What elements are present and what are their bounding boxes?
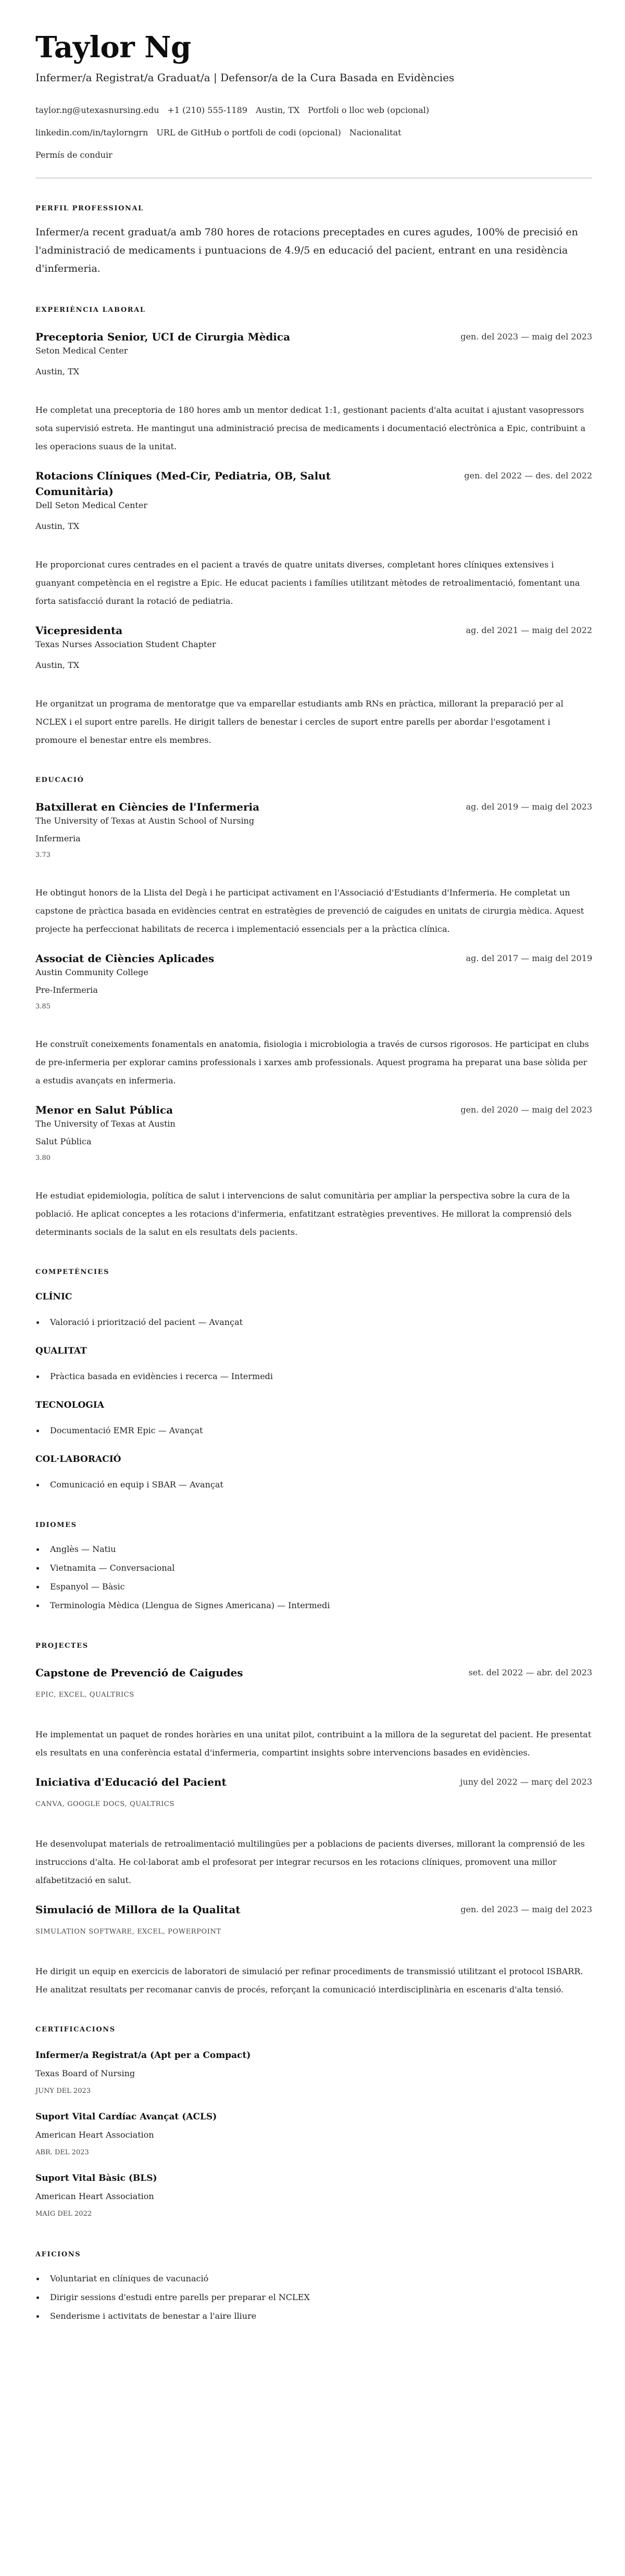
contact-info bbox=[35, 99, 592, 166]
language-item: Vietnamita — Conversacional bbox=[35, 1559, 592, 1577]
experience-entry bbox=[35, 623, 592, 749]
section-hobbies bbox=[35, 2250, 592, 2326]
entry-gpa: 3.80 bbox=[35, 1154, 51, 1162]
entry-description: He estudiat epidemiologia, política de salut i intervencions de salut comunitària per ampliar la perspectiva sobre la cura de la població. He aplicat conceptes a les rotacions d'infermeria, enfatitzant estratègies preventives. He millorat la comprensió dels determinants socials de la salut en els resultats dels pacients. bbox=[35, 1191, 572, 1237]
entry-description: He obtingut honors de la Llista del Degà i he participat activament en l'Associació d'Estudiants d'Infermeria. He completat un capstone de pràctica basada en evidències centrat en estratègies de prevenció de caigudes en unitats de cirurgia mèdica. Aquest projecte ha perfeccionat habilitats de recerca i implementació essencials per a la pràctica clínica. bbox=[35, 888, 584, 934]
contact-linkedin[interactable]: linkedin.com/in/taylorngrn bbox=[35, 128, 148, 137]
entry-date: gen. del 2023 — maig del 2023 bbox=[460, 1904, 592, 1914]
language-item: Anglès — Natiu bbox=[35, 1540, 592, 1559]
entry-location: Austin, TX bbox=[35, 367, 80, 376]
entry-organization: Seton Medical Center bbox=[35, 346, 128, 356]
entry-date: ag. del 2019 — maig del 2023 bbox=[466, 802, 592, 812]
project-technologies: SIMULATION SOFTWARE, EXCEL, POWERPOINT bbox=[35, 1928, 221, 1936]
entry-institution: The University of Texas at Austin bbox=[35, 1119, 176, 1129]
contact-drivers-license: Permís de conduir bbox=[35, 150, 113, 160]
certification-title: Infermer/a Registrat/a (Apt per a Compact) bbox=[35, 2050, 251, 2061]
entry-gpa: 3.85 bbox=[35, 1003, 51, 1011]
entry-description: He proporcionat cures centrades en el pacient a través de quatre unitats diverses, completant hores clíniques extensives i guanyant competència en el registre a Epic. He educat pacients i famílies utilitzant mètodes de retroalimentació, fomentant una forta satisfacció durant la rotació de pediatria. bbox=[35, 560, 580, 606]
section-title: PERFIL PROFESSIONAL bbox=[35, 205, 144, 212]
candidate-name: Taylor Ng bbox=[35, 30, 191, 65]
contact-phone[interactable]: +1 (210) 555-1189 bbox=[167, 105, 247, 115]
entry-description: He desenvolupat materials de retroalimentació multilingües per a poblacions de pacients diverses, millorant la comprensió de les instruccions d'alta. He col·laborat amb el profesorat per integrar recursos en les rotacions clíniques, promovent una millor alfabetització en salut. bbox=[35, 1839, 585, 1885]
experience-entry bbox=[35, 468, 592, 610]
section-title: PROJECTES bbox=[35, 1642, 89, 1650]
skill-item: Pràctica basada en evidències i recerca — Intermedi bbox=[35, 1367, 592, 1386]
contact-row bbox=[35, 99, 592, 121]
education-entry bbox=[35, 799, 592, 938]
entry-title: Batxillerat en Ciències de l'Infermeria bbox=[35, 801, 260, 813]
section-education bbox=[35, 775, 592, 1241]
entry-location: Austin, TX bbox=[35, 660, 80, 670]
entry-title: Associat de Ciències Aplicades bbox=[35, 952, 215, 965]
skill-group bbox=[35, 1344, 592, 1386]
project-entry bbox=[35, 1774, 592, 1889]
section-title: COMPETÈNCIES bbox=[35, 1268, 110, 1276]
contact-email[interactable]: taylor.ng@utexasnursing.edu bbox=[35, 105, 159, 115]
header-divider bbox=[35, 178, 592, 179]
project-technologies: EPIC, EXCEL, QUALTRICS bbox=[35, 1691, 134, 1699]
skill-group bbox=[35, 1290, 592, 1332]
skill-group-title: TECNOLOGIA bbox=[35, 1400, 104, 1410]
certification-title: Suport Vital Cardíac Avançat (ACLS) bbox=[35, 2112, 217, 2122]
section-experience bbox=[35, 305, 592, 749]
contact-row bbox=[35, 144, 592, 166]
entry-title: Rotacions Clíniques (Med-Cir, Pediatria, OB, Salut Comunitària) bbox=[35, 470, 331, 498]
entry-description: He dirigit un equip en exercicis de laboratori de simulació per refinar procediments de transmissió utilitzant el protocol ISBARR. He analitzat resultats per recomanar canvis de procés, reforçant la comunicació interdisciplinària en escenaris d'alta tensió. bbox=[35, 1966, 583, 1994]
skill-group-title: CLÍNIC bbox=[35, 1292, 72, 1302]
language-list bbox=[35, 1540, 592, 1615]
skill-list bbox=[35, 1313, 592, 1332]
hobby-list bbox=[35, 2269, 592, 2326]
project-entry bbox=[35, 1665, 592, 1762]
hobby-item: Dirigir sessions d'estudi entre parells per preparar el NCLEX bbox=[35, 2288, 592, 2307]
entry-date: ag. del 2021 — maig del 2022 bbox=[466, 625, 592, 635]
skill-group bbox=[35, 1453, 592, 1494]
entry-description: He construït coneixements fonamentals en anatomia, fisiologia i microbiologia a través de cursos rigorosos. He participat en clubs de pre-infermeria per explorar camins professionals i xarxes amb professionals. Aquest programa ha preparat una base sòlida per a estudis avançats en infermeria. bbox=[35, 1039, 589, 1085]
section-title: IDIOMES bbox=[35, 1521, 77, 1529]
certification-date: ABR. DEL 2023 bbox=[35, 2149, 89, 2156]
entry-institution: Austin Community College bbox=[35, 967, 148, 977]
section-certifications bbox=[35, 2025, 592, 2219]
entry-date: ag. del 2017 — maig del 2019 bbox=[466, 953, 592, 963]
summary-text: Infermer/a recent graduat/a amb 780 hores de rotacions preceptades en cures agudes, 100% de precisió en l'administració de medicaments i puntuacions de 4.9/5 en educació del pacient, entrant en una residència d'infermeria. bbox=[35, 226, 578, 274]
skill-item: Valoració i priorització del pacient — Avançat bbox=[35, 1313, 592, 1332]
entry-title: Simulació de Millora de la Qualitat bbox=[35, 1903, 241, 1916]
language-item: Espanyol — Bàsic bbox=[35, 1577, 592, 1596]
section-skills bbox=[35, 1267, 592, 1494]
contact-row bbox=[35, 121, 592, 144]
skill-group bbox=[35, 1398, 592, 1440]
entry-institution: The University of Texas at Austin School of Nursing bbox=[35, 816, 255, 826]
certification-title: Suport Vital Bàsic (BLS) bbox=[35, 2173, 157, 2183]
section-title: EXPERIÈNCIA LABORAL bbox=[35, 306, 146, 314]
education-entry bbox=[35, 1102, 592, 1241]
skill-list bbox=[35, 1421, 592, 1440]
certification-issuer: American Heart Association bbox=[35, 2130, 154, 2140]
project-entry bbox=[35, 1902, 592, 1999]
entry-date: gen. del 2023 — maig del 2023 bbox=[460, 332, 592, 342]
contact-nationality: Nacionalitat bbox=[349, 128, 402, 137]
skill-list bbox=[35, 1475, 592, 1494]
entry-description: He completat una preceptoria de 180 hores amb un mentor dedicat 1:1, gestionant pacients d'alta acuitat i ajustant vasopressors sota supervisió estreta. He mantingut una administració precisa de medicaments i documentació electrònica a Epic, contribuint a les operacions suaus de la unitat. bbox=[35, 405, 586, 451]
entry-organization: Texas Nurses Association Student Chapter bbox=[35, 639, 216, 649]
experience-entry bbox=[35, 329, 592, 456]
skill-group-title: COL·LABORACIÓ bbox=[35, 1454, 121, 1464]
certification-issuer: American Heart Association bbox=[35, 2191, 154, 2201]
contact-portfolio[interactable]: Portfoli o lloc web (opcional) bbox=[308, 105, 429, 115]
project-technologies: CANVA, GOOGLE DOCS, QUALTRICS bbox=[35, 1800, 174, 1808]
entry-title: Capstone de Prevenció de Caigudes bbox=[35, 1666, 243, 1679]
entry-date: juny del 2022 — març del 2023 bbox=[460, 1777, 592, 1787]
section-languages bbox=[35, 1520, 592, 1615]
entry-field: Pre-Infermeria bbox=[35, 985, 98, 995]
section-title: CERTIFICACIONS bbox=[35, 2026, 116, 2034]
section-summary bbox=[35, 204, 592, 278]
entry-title: Vicepresidenta bbox=[35, 624, 123, 637]
skill-item: Comunicació en equip i SBAR — Avançat bbox=[35, 1475, 592, 1494]
contact-location: Austin, TX bbox=[255, 105, 300, 115]
hobby-item: Senderisme i activitats de benestar a l'aire lliure bbox=[35, 2307, 592, 2326]
entry-title: Iniciativa d'Educació del Pacient bbox=[35, 1776, 227, 1788]
certification-date: MAIG DEL 2022 bbox=[35, 2210, 92, 2218]
entry-title: Menor en Salut Pública bbox=[35, 1104, 173, 1116]
section-title: AFICIONS bbox=[35, 2251, 81, 2258]
contact-github[interactable]: URL de GitHub o portfoli de codi (opcional) bbox=[156, 128, 341, 137]
candidate-headline: Infermer/a Registrat/a Graduat/a | Defensor/a de la Cura Basada en Evidències bbox=[35, 71, 455, 84]
certification-date: JUNY DEL 2023 bbox=[35, 2087, 91, 2095]
entry-description: He implementat un paquet de rondes horàries en una unitat pilot, contribuint a la millora de la seguretat del pacient. He presentat els resultats en una conferència estatal d'infermeria, compartint insights sobre intervencions basades en evidències. bbox=[35, 1729, 592, 1758]
certification-entry bbox=[35, 2110, 592, 2158]
hobby-item: Voluntariat en clíniques de vacunació bbox=[35, 2269, 592, 2288]
entry-location: Austin, TX bbox=[35, 521, 80, 531]
entry-organization: Dell Seton Medical Center bbox=[35, 500, 147, 510]
certification-entry bbox=[35, 2171, 592, 2219]
entry-field: Salut Pública bbox=[35, 1137, 92, 1146]
resume-header bbox=[35, 30, 592, 179]
entry-gpa: 3.73 bbox=[35, 851, 51, 859]
certification-issuer: Texas Board of Nursing bbox=[35, 2068, 135, 2078]
section-title: EDUCACIÓ bbox=[35, 776, 84, 784]
entry-date: gen. del 2022 — des. del 2022 bbox=[464, 471, 592, 481]
education-entry bbox=[35, 951, 592, 1090]
entry-date: gen. del 2020 — maig del 2023 bbox=[460, 1105, 592, 1115]
entry-title: Preceptoria Senior, UCI de Cirurgia Mèdica bbox=[35, 331, 291, 343]
entry-description: He organitzat un programa de mentoratge que va emparellar estudiants amb RNs en pràctica, millorant la preparació per al NCLEX i el suport entre parells. He dirigit tallers de benestar i cercles de suport entre parells per abordar l'esgotament i promoure el benestar entre els membres. bbox=[35, 699, 564, 745]
skill-list bbox=[35, 1367, 592, 1386]
language-item: Terminologia Mèdica (Llengua de Signes Americana) — Intermedi bbox=[35, 1596, 592, 1615]
entry-date: set. del 2022 — abr. del 2023 bbox=[468, 1668, 592, 1677]
skill-group-title: QUALITAT bbox=[35, 1346, 87, 1356]
certification-entry bbox=[35, 2049, 592, 2097]
skill-item: Documentació EMR Epic — Avançat bbox=[35, 1421, 592, 1440]
entry-field: Infermeria bbox=[35, 834, 81, 843]
section-projects bbox=[35, 1641, 592, 1999]
